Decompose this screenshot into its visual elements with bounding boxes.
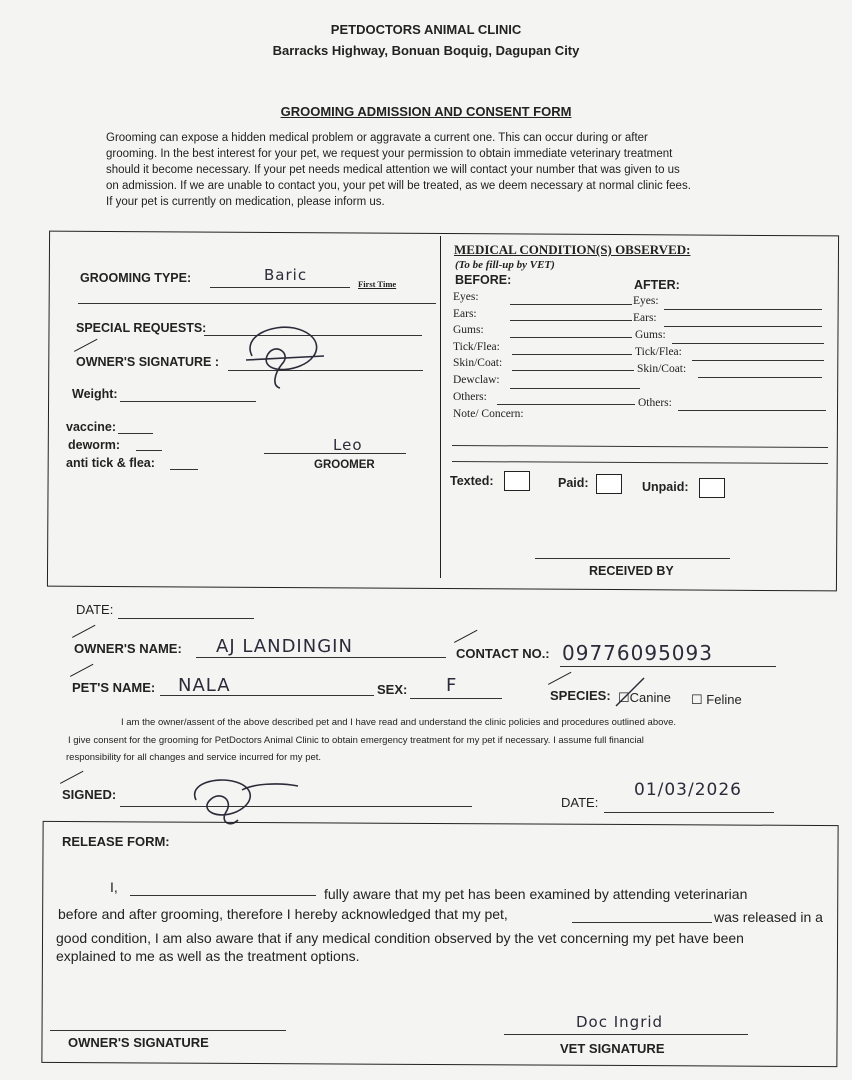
- after-line[interactable]: [672, 343, 824, 344]
- contact-value[interactable]: 09776095093: [562, 641, 713, 665]
- grooming-extra-line: [78, 303, 436, 304]
- deworm-label: deworm:: [68, 438, 121, 452]
- intro-line: on admission. If we are unable to contact you, your pet will be treated, as we deem necessary at normal clinic fees.: [106, 180, 691, 192]
- box-divider: [440, 236, 441, 578]
- after-line[interactable]: [698, 377, 822, 378]
- sex-label: SEX:: [377, 682, 408, 697]
- before-line[interactable]: [510, 320, 632, 321]
- before-line[interactable]: [497, 404, 635, 405]
- after-label: AFTER:: [634, 278, 680, 292]
- before-line[interactable]: [512, 354, 632, 355]
- before-item: Tick/Flea:: [453, 341, 500, 353]
- after-item: Gums:: [635, 329, 666, 341]
- consent-date-line: [604, 812, 774, 813]
- vet-signature-label: VET SIGNATURE: [560, 1041, 665, 1056]
- release-owner-signature-line[interactable]: [50, 1030, 286, 1031]
- before-item: Ears:: [453, 308, 477, 320]
- intro-line: should it become necessary. If your pet needs medical attention we will contact your number that was given to us: [106, 164, 680, 176]
- after-item: Ears:: [633, 312, 657, 324]
- after-item: Skin/Coat:: [637, 363, 687, 375]
- checkbox-icon: ☐: [618, 690, 630, 705]
- contact-label: CONTACT NO.:: [456, 646, 550, 661]
- before-line[interactable]: [510, 337, 632, 338]
- groomer-line: [264, 453, 406, 454]
- vet-signature-line: [504, 1034, 748, 1035]
- before-line[interactable]: [510, 304, 632, 305]
- consent-line-1: I am the owner/assent of the above described pet and I have read and understand the clinic policies and procedures outlined above.: [121, 717, 677, 728]
- texted-label: Texted:: [450, 474, 494, 488]
- sex-line: [410, 698, 502, 699]
- medical-subtitle: (To be fill-up by VET): [455, 259, 555, 271]
- before-line[interactable]: [512, 370, 634, 371]
- release-line-1: fully aware that my pet has been examined by attending veterinarian: [324, 886, 748, 902]
- release-line-3: good condition, I am also aware that if any medical condition observed by the vet concerning my pet have been: [56, 930, 744, 946]
- consent-line-2: I give consent for the grooming for PetDoctors Animal Clinic to obtain emergency treatment for my pet if necessary. I assume full financial: [68, 735, 644, 746]
- check-mark-icon: [612, 676, 646, 712]
- after-line[interactable]: [692, 360, 824, 361]
- owner-signature-label: OWNER'S SIGNATURE :: [76, 355, 220, 369]
- contact-line: [560, 666, 776, 667]
- unpaid-checkbox[interactable]: [699, 478, 725, 498]
- groomer-value[interactable]: Leo: [333, 436, 363, 454]
- checkbox-icon: ☐: [691, 692, 703, 707]
- consent-line-3: responsibility for all changes and service incurred for my pet.: [66, 752, 322, 763]
- release-line-2-end: was released in a: [714, 909, 823, 925]
- after-item: Tick/Flea:: [635, 346, 682, 358]
- owner-name-line: [196, 657, 446, 658]
- clinic-name: PETDOCTORS ANIMAL CLINIC: [330, 22, 522, 37]
- date-label: DATE:: [76, 602, 114, 617]
- species-label: SPECIES:: [550, 688, 611, 703]
- sex-value[interactable]: F: [446, 675, 458, 696]
- before-item: Eyes:: [453, 291, 479, 303]
- signed-label: SIGNED:: [62, 787, 117, 802]
- grooming-type-value[interactable]: Baric: [264, 266, 308, 284]
- grooming-type-line: [210, 287, 350, 288]
- before-item: Skin/Coat:: [453, 357, 503, 369]
- grooming-type-label: GROOMING TYPE:: [80, 271, 192, 285]
- before-label: BEFORE:: [455, 273, 512, 287]
- release-title: RELEASE FORM:: [62, 834, 170, 849]
- intro-paragraph: [106, 130, 768, 210]
- before-item: Others:: [453, 391, 487, 403]
- date-line[interactable]: [118, 618, 254, 619]
- after-line[interactable]: [664, 326, 822, 327]
- owner-signature-scribble-icon: [232, 316, 332, 392]
- received-by-label: RECEIVED BY: [589, 564, 674, 578]
- weight-line[interactable]: [120, 401, 256, 402]
- medical-title: MEDICAL CONDITION(S) OBSERVED:: [454, 242, 691, 257]
- before-item: Note/ Concern:: [453, 408, 524, 420]
- clinic-address: Barracks Highway, Bonuan Boquig, Dagupan City: [272, 43, 580, 58]
- unpaid-label: Unpaid:: [642, 480, 689, 494]
- intro-line: Grooming can expose a hidden medical problem or aggravate a current one. This can occur during or after: [106, 132, 648, 144]
- vaccine-line[interactable]: [118, 433, 153, 434]
- after-line[interactable]: [678, 410, 826, 411]
- vet-signature-value[interactable]: Doc Ingrid: [576, 1013, 664, 1031]
- release-name-line[interactable]: [130, 895, 316, 896]
- consent-date-value[interactable]: 01/03/2026: [634, 780, 742, 800]
- paid-checkbox[interactable]: [596, 474, 622, 494]
- intro-line: If your pet is currently on medication, please inform us.: [106, 196, 385, 208]
- special-requests-label: SPECIAL REQUESTS:: [76, 321, 207, 335]
- release-i-label: I,: [110, 879, 118, 895]
- release-line-4: explained to me as well as the treatment options.: [56, 948, 360, 964]
- release-line-2: before and after grooming, therefore I hereby acknowledged that my pet,: [58, 906, 508, 922]
- deworm-line[interactable]: [136, 450, 162, 451]
- after-item: Others:: [638, 397, 672, 409]
- after-item: Eyes:: [633, 295, 659, 307]
- weight-label: Weight:: [72, 387, 118, 401]
- pet-name-value[interactable]: NALA: [178, 675, 231, 696]
- vaccine-label: vaccine:: [66, 420, 117, 434]
- consent-date-label: DATE:: [561, 795, 599, 810]
- release-pet-line[interactable]: [572, 922, 712, 923]
- owner-name-value[interactable]: AJ LANDINGIN: [216, 636, 353, 657]
- intro-line: grooming. In the best interest for your pet, we request your permission to obtain immediate veterinary treatment: [106, 148, 673, 160]
- species-feline-option[interactable]: ☐ Feline: [691, 692, 742, 707]
- paid-label: Paid:: [558, 476, 589, 490]
- after-line[interactable]: [664, 309, 822, 310]
- texted-checkbox[interactable]: [504, 471, 530, 491]
- before-line[interactable]: [510, 388, 640, 389]
- received-by-line[interactable]: [535, 558, 730, 559]
- groomer-label: GROOMER: [314, 459, 375, 471]
- release-owner-signature-label: OWNER'S SIGNATURE: [68, 1035, 209, 1050]
- anti-tick-line[interactable]: [170, 469, 198, 470]
- species-canine-option[interactable]: ☐Canine: [618, 690, 671, 705]
- owner-name-label: OWNER'S NAME:: [74, 641, 182, 656]
- before-item: Dewclaw:: [453, 374, 500, 386]
- first-time-label: First Time: [358, 279, 397, 289]
- anti-tick-label: anti tick & flea:: [66, 456, 155, 470]
- before-item: Gums:: [453, 324, 484, 336]
- form-title: GROOMING ADMISSION AND CONSENT FORM: [280, 104, 572, 119]
- pet-name-label: PET'S NAME:: [72, 680, 156, 695]
